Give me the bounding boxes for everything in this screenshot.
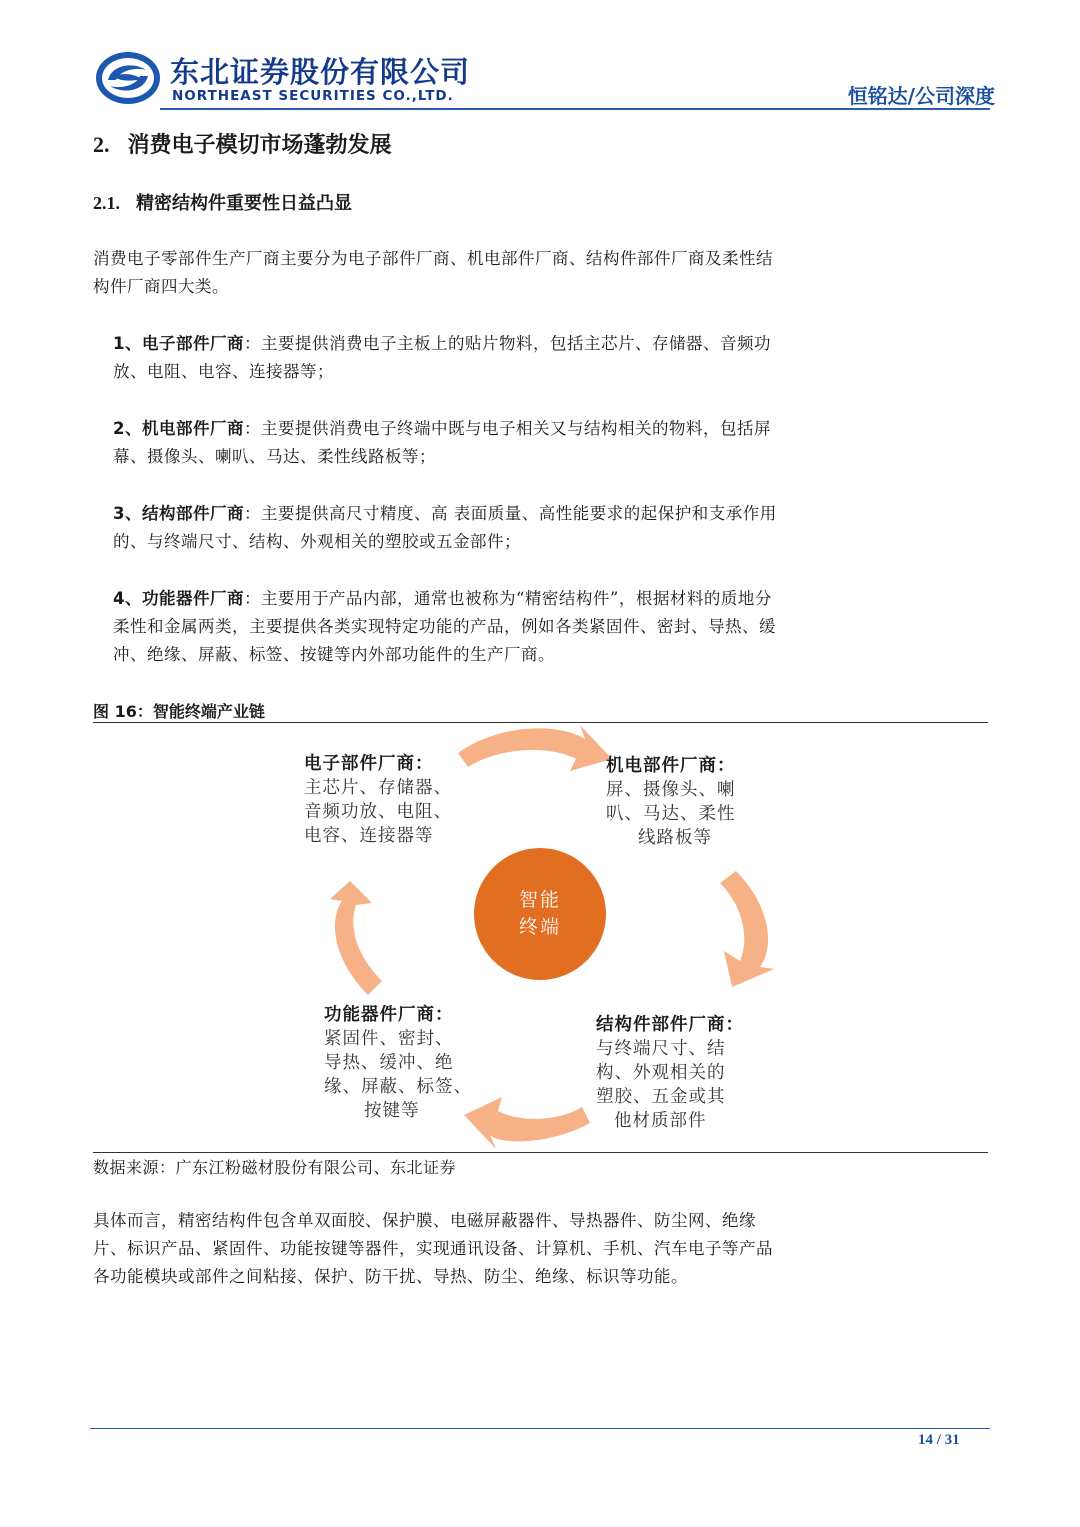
section-number: 2.	[93, 132, 110, 157]
node-line: 与终端尺寸、结	[596, 1039, 726, 1059]
node-line: 电容、连接器等	[304, 826, 434, 846]
figure-bottom-rule	[93, 1152, 988, 1153]
section-title: 消费电子模切市场蓬勃发展	[127, 133, 392, 158]
subsection-number: 2.1.	[93, 193, 120, 213]
node-line: 屏、摄像头、喇	[606, 780, 736, 800]
node-line: 主芯片、存储器、	[304, 778, 452, 798]
node-title: 结构件部件厂商：	[596, 1015, 744, 1035]
header-divider	[160, 108, 990, 110]
northeast-securities-logo-icon	[94, 50, 162, 106]
center-node	[474, 848, 606, 980]
closing-paragraph: 具体而言，精密结构件包含单双面胶、保护膜、电磁屏蔽器件、导热器件、防尘网、绝缘片、标识产品、紧固件、功能按键等器件，实现通讯设备、计算机、手机、汽车电子等产品各功能模块或部件之间粘接、保护、防干扰、导热、防尘、绝缘、标识等功能。	[93, 1211, 773, 1286]
node-line: 导热、缓冲、绝	[324, 1053, 454, 1073]
arrow-left-icon	[330, 881, 382, 995]
node-title: 功能器件厂商：	[324, 1005, 454, 1025]
intro-paragraph: 消费电子零部件生产厂商主要分为电子部件厂商、机电部件厂商、结构件部件厂商及柔性结构件厂商四大类。	[93, 249, 773, 296]
list-item-label: 1、电子部件厂商	[113, 334, 244, 353]
list-item-text: ：主要提供高尺寸精度、高 表面质量、高性能要求的起保护和支承作用的、与终端尺寸、结构、外观相关的塑胶或五金部件；	[113, 504, 777, 551]
list-item-label: 2、机电部件厂商	[113, 419, 244, 438]
list-item	[113, 585, 788, 669]
page-number: 14 / 31	[918, 1432, 960, 1448]
node-title: 电子部件厂商：	[304, 754, 434, 774]
company-name-en: NORTHEAST SECURITIES CO.,LTD.	[172, 88, 454, 104]
figure-top-rule	[93, 722, 988, 723]
center-node-label: 智能终端	[518, 889, 561, 938]
list-item-label: 4、功能器件厂商	[113, 589, 244, 608]
node-line: 叭、马达、柔性	[606, 804, 736, 824]
node-title: 机电部件厂商：	[606, 756, 736, 776]
node-line: 缘、屏蔽、标签、	[324, 1077, 472, 1097]
section-heading	[93, 128, 392, 159]
node-line: 构、外观相关的	[596, 1063, 726, 1083]
list-item	[113, 415, 788, 471]
figure-source: 数据来源：广东江粉磁材股份有限公司、东北证券	[93, 1158, 457, 1177]
node-electromechanical-components	[606, 754, 736, 850]
figure-caption: 图 16：智能终端产业链	[93, 702, 265, 721]
industry-chain-diagram	[250, 725, 810, 1150]
list-item-label: 3、结构部件厂商	[113, 504, 244, 523]
node-line: 线路板等	[638, 828, 712, 848]
subsection-heading	[93, 189, 352, 215]
node-line: 音频功放、电阻、	[304, 802, 452, 822]
node-line: 他材质部件	[614, 1111, 707, 1131]
list-item	[113, 330, 788, 386]
arrow-bottom-icon	[464, 1097, 590, 1149]
footer-divider	[90, 1428, 990, 1429]
list-item-text: ：主要提供消费电子终端中既与电子相关又与结构相关的物料，包括屏幕、摄像头、喇叭、马达、柔性线路板等；	[113, 419, 771, 466]
list-item	[113, 500, 788, 556]
node-line: 按键等	[364, 1101, 420, 1121]
node-functional-components	[324, 1003, 472, 1123]
node-line: 塑胶、五金或其	[596, 1087, 726, 1107]
node-line: 紧固件、密封、	[324, 1029, 454, 1049]
page-header	[0, 0, 1080, 115]
list-item-text: ：主要提供消费电子主板上的贴片物料，包括主芯片、存储器、音频功放、电阻、电容、连接器等；	[113, 334, 771, 381]
arrow-top-icon	[458, 725, 612, 771]
node-electronic-components	[304, 752, 452, 848]
report-tag: 恒铭达/公司深度	[847, 84, 995, 108]
company-name-cn: 东北证券股份有限公司	[170, 55, 471, 89]
node-structural-components	[596, 1013, 744, 1133]
arrow-right-icon	[720, 871, 774, 987]
list-item-text: ：主要用于产品内部，通常也被称为“精密结构件”，根据材料的质地分柔性和金属两类，主要提供各类实现特定功能的产品，例如各类紧固件、密封、导热、缓冲、绝缘、屏蔽、标签、按键等内外部功能件的生产厂商。	[113, 589, 776, 664]
subsection-title: 精密结构件重要性日益凸显	[136, 193, 352, 214]
